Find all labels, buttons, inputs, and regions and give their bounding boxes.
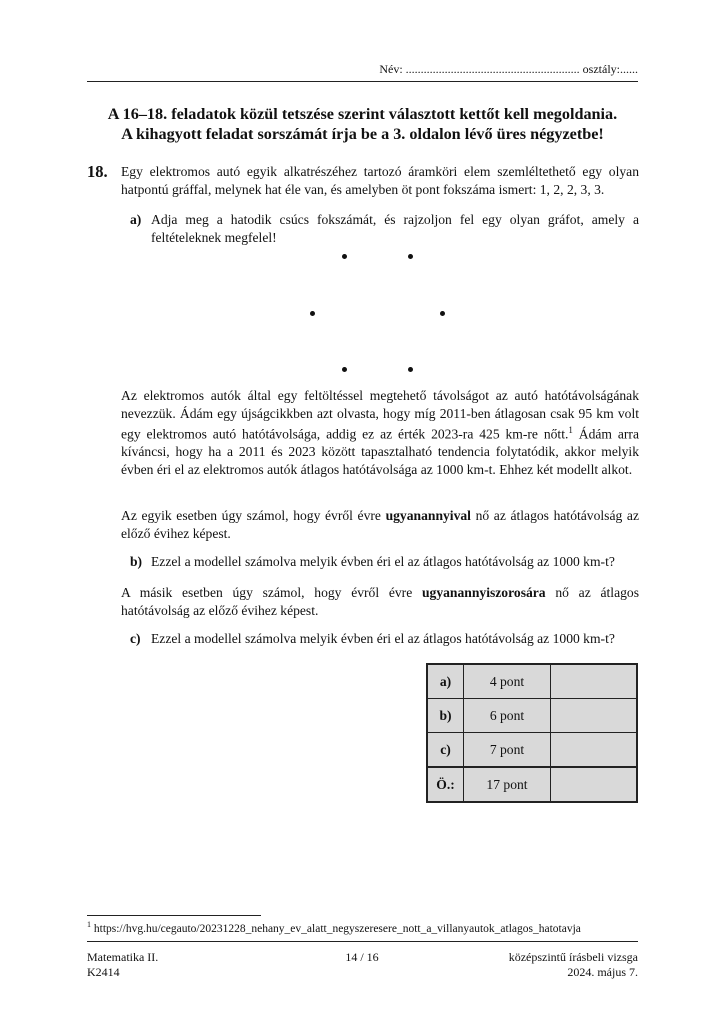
subquestion-c-label: c)	[130, 631, 141, 646]
score-row-earned	[551, 699, 637, 733]
page-number: 14 / 16	[345, 950, 379, 964]
task-number: 18.	[87, 162, 108, 181]
score-row-label: c)	[428, 733, 464, 768]
score-row	[428, 733, 637, 768]
name-label: Név:	[379, 62, 403, 76]
graph-vertex	[342, 367, 347, 372]
score-total-label: Ö.:	[428, 767, 464, 802]
graph-vertex	[408, 367, 413, 372]
graph-vertex	[408, 254, 413, 259]
subquestion-b-label: b)	[130, 554, 143, 569]
score-row-points: 7 pont	[464, 733, 551, 768]
task-intro: Egy elektromos autó egyik alkatrészéhez tartozó áramköri elem szemléltethető egy olyan hatpontú gráffal, melynek hat éle van, és amelyben öt pont fokszáma ismert: 1, 2, 2, 3, 3.	[121, 164, 639, 197]
footnote-reference: 1	[568, 425, 573, 435]
graph-vertex	[342, 254, 347, 259]
score-row	[428, 665, 637, 699]
score-row-earned	[551, 733, 637, 768]
context-text-1: Az elektromos autók által egy feltöltéssel megtehető távolságot az autó hatótávolságának nevezzük. Ádám egy újságcikkben azt olvasta, hogy míg 2011-ben átlagosan csak 95 km volt egy elektromos autó hatótávolsága, addig ez az érték 2023-ra 425 km-re nőtt.	[121, 388, 639, 442]
footer-left	[87, 950, 158, 980]
subquestion-a-label: a)	[130, 212, 142, 227]
context-text-2: Ádám arra kíváncsi, hogy ha a 2011 és 2023 között tapasztalható tendencia folytatódik, akkor melyik évben éri el az elektromos autók átlagos hatótávolsága az 1000 km-t. Ehhez két modellt alkot.	[121, 426, 639, 477]
score-total-row	[428, 767, 637, 802]
footer-rule	[87, 941, 638, 942]
model-1-keyword: ugyanannyival	[385, 508, 471, 523]
graph-vertex	[310, 311, 315, 316]
subquestion-a-text: Adja meg a hatodik csúcs fokszámát, és rajzoljon fel egy olyan gráfot, amely a feltételeknek megfelel!	[151, 212, 639, 245]
score-row-label: a)	[428, 665, 464, 699]
score-row-label: b)	[428, 699, 464, 733]
graph-vertex	[440, 311, 445, 316]
subquestion-c	[130, 630, 639, 648]
footer-exam-level: középszintű írásbeli vizsga	[508, 950, 638, 964]
footnote-rule	[87, 915, 261, 916]
footnote-url: https://hvg.hu/cegauto/20231228_nehany_ev_alatt_negyszeresere_nott_a_villanyautok_atlagos_hatotavja	[93, 922, 581, 935]
model-2-text-post: nő az átlagos hatótávolság az előző évihez képest.	[121, 585, 639, 618]
name-class-line	[379, 62, 638, 77]
model-2-text-pre: A másik esetben úgy számol, hogy évről évre	[121, 585, 422, 600]
model-2-keyword: ugyanannyiszorosára	[421, 585, 546, 600]
score-total-earned	[551, 767, 637, 802]
footer-date: 2024. május 7.	[567, 965, 638, 979]
score-table	[427, 664, 637, 802]
context-paragraph	[121, 387, 639, 478]
subquestion-c-text: Ezzel a modellel számolva melyik évben éri el az átlagos hatótávolság az 1000 km-t?	[151, 631, 615, 646]
footnote-mark: 1	[87, 920, 91, 929]
score-row	[428, 699, 637, 733]
footnote	[87, 920, 581, 935]
score-row-earned	[551, 665, 637, 699]
footer-code: K2414	[87, 965, 120, 979]
subquestion-a	[130, 211, 639, 246]
class-label: osztály:......	[582, 62, 638, 76]
instructions-line-1: A 16–18. feladatok közül tetszése szerint választott kettőt kell megoldania.	[107, 105, 618, 123]
model-1-text-pre: Az egyik esetben úgy számol, hogy évről évre	[121, 508, 386, 523]
footer-subject: Matematika II.	[87, 950, 159, 964]
subquestion-b	[130, 553, 639, 571]
score-row-points: 4 pont	[464, 665, 551, 699]
model-1-text-post: nő az átlagos hatótávolság az előző évihez képest.	[121, 508, 639, 541]
subquestion-b-text: Ezzel a modellel számolva melyik évben éri el az átlagos hatótávolság az 1000 km-t?	[151, 554, 615, 569]
score-total-points: 17 pont	[464, 767, 551, 802]
model-1-paragraph	[121, 507, 639, 542]
name-dots: ..........................................................	[405, 62, 580, 76]
instructions-line-2: A kihagyott feladat sorszámát írja be a 3. oldalon lévő üres négyzetbe!	[121, 125, 604, 143]
score-row-points: 6 pont	[464, 699, 551, 733]
instructions	[87, 104, 638, 144]
model-2-paragraph	[121, 584, 639, 619]
header-rule	[87, 81, 638, 82]
footer-right	[509, 950, 638, 980]
